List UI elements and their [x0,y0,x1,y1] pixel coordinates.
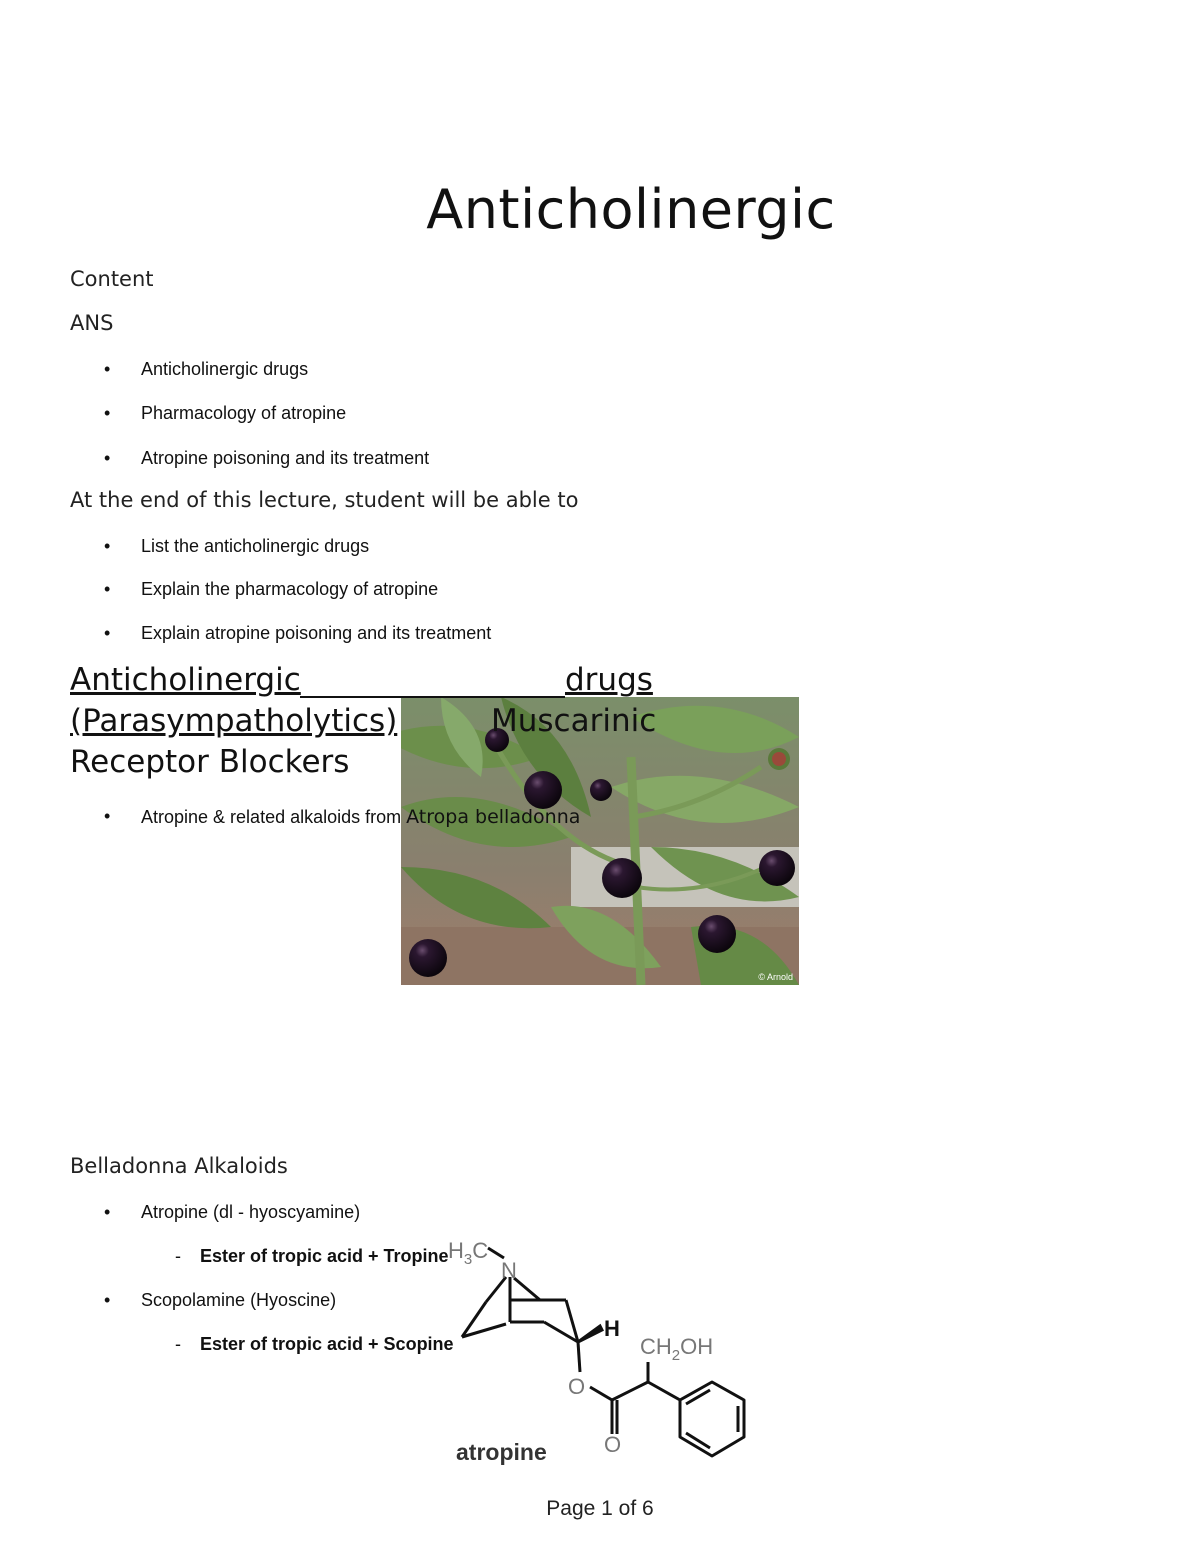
heading-underline [300,696,565,698]
alkaloid-item [141,806,580,828]
bullet-icon: • [104,806,111,826]
bullet-icon: • [104,536,111,556]
dash-icon: - [175,1334,181,1354]
bullet-icon: • [104,359,111,379]
section-heading-part5: Receptor Blockers [70,744,350,780]
alkaloid-species: Atropa belladonna [406,806,581,828]
page-title: Anticholinergic [426,178,836,241]
n-label: N [501,1258,517,1283]
page-number: Page 1 of 6 [546,1497,654,1520]
atropine-structure [440,1222,770,1472]
ch2oh-label [640,1334,713,1364]
ch3-h: H [448,1238,464,1263]
content-label: Content [70,267,154,291]
ch3-sub: 3 [463,1251,473,1268]
ester-o-label: O [568,1374,586,1399]
ans-label: ANS [70,311,114,335]
bullet-icon: • [104,1202,111,1222]
section-heading-part1: Anticholinergic [70,662,301,698]
ch2oh-sub: 2 [671,1347,681,1364]
ch3-c: C [472,1238,489,1263]
atropine-subitem: Ester of tropic acid + Tropine [200,1246,449,1266]
dash-icon: - [175,1246,181,1266]
section-heading-part4: Muscarinic [491,703,657,739]
bullet-icon: • [104,1290,111,1310]
section-heading-part3: (Parasympatholytics) [70,703,398,739]
atropine-item: Atropine (dl - hyoscyamine) [141,1202,361,1222]
content-item: Pharmacology of atropine [141,403,347,423]
objective-item: Explain the pharmacology of atropine [141,579,439,599]
h-label: H [604,1316,620,1341]
bullet-icon: • [104,579,111,599]
objectives-intro: At the end of this lecture, student will be able to [70,488,579,512]
ch2oh-ch: CH [640,1334,672,1359]
photo-credit: © Arnold [758,972,793,982]
alkaloid-prefix: Atropine & related alkaloids from [141,807,407,827]
bullet-icon: • [104,448,111,468]
bullet-icon: • [104,403,111,423]
ch2oh-oh: OH [680,1334,714,1359]
belladonna-heading: Belladonna Alkaloids [70,1154,288,1178]
bullet-icon: • [104,623,111,643]
belladonna-photo [401,697,799,985]
carbonyl-o-label: O [604,1432,622,1457]
objective-item: Explain atropine poisoning and its treatment [141,623,492,643]
structure-name: atropine [456,1439,547,1465]
objective-item: List the anticholinergic drugs [141,536,370,556]
ch3-label [448,1238,488,1268]
scopolamine-subitem: Ester of tropic acid + Scopine [200,1334,454,1354]
content-item: Anticholinergic drugs [141,359,309,379]
content-item: Atropine poisoning and its treatment [141,448,430,468]
scopolamine-item: Scopolamine (Hyoscine) [141,1290,337,1310]
section-heading-part2: drugs [565,662,653,698]
